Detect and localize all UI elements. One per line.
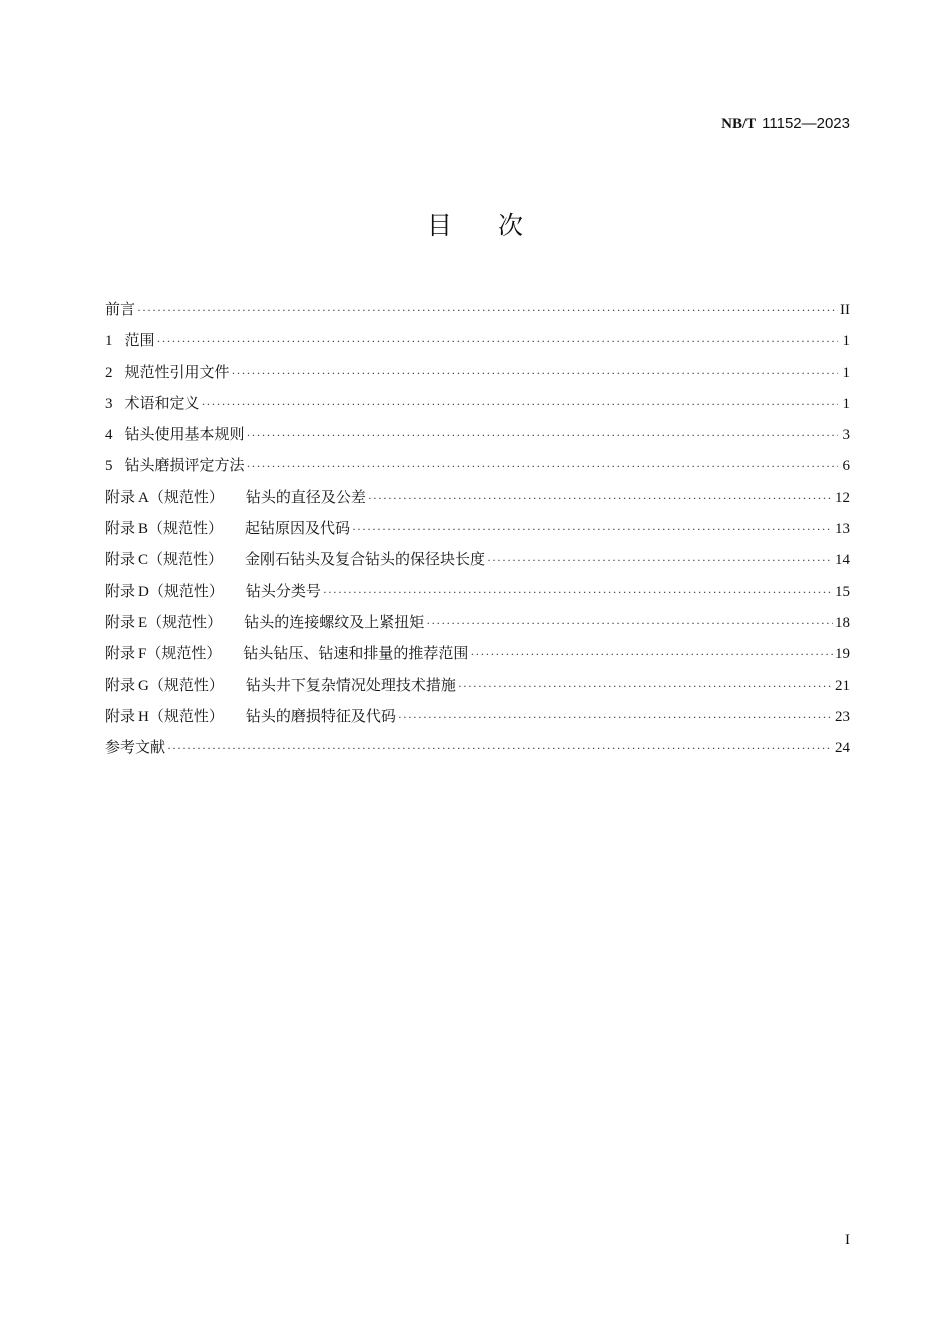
appendix-letter: C（规范性） (138, 552, 224, 569)
toc-entry-page: 6 (842, 458, 850, 475)
toc-entry[interactable] (105, 482, 850, 513)
toc-entry-title: 钻头使用基本规则 (124, 425, 245, 444)
appendix-word: 附录 (105, 706, 136, 725)
toc-entry-title: 钻头的磨损特征及代码 (245, 706, 396, 725)
toc-entry-appendix-label (105, 576, 224, 608)
toc-entry[interactable] (105, 576, 850, 607)
appendix-letter: D（规范性） (138, 583, 224, 600)
standard-prefix: NB/T (721, 116, 757, 132)
toc-entry[interactable] (105, 732, 850, 763)
appendix-letter: A（规范性） (138, 489, 224, 506)
toc-leader-dots (426, 608, 833, 639)
standard-code (721, 114, 850, 133)
toc-leader-dots (232, 358, 838, 389)
toc-leader-dots (247, 420, 838, 451)
toc-entry-appendix-label (105, 482, 224, 514)
toc-entry-number: 2 (105, 364, 113, 381)
toc-entry[interactable] (105, 544, 850, 575)
toc-list (105, 294, 850, 763)
appendix-letter: B（规范性） (138, 521, 224, 538)
toc-entry-appendix-label (105, 513, 223, 545)
appendix-word: 附录 (105, 550, 136, 569)
toc-entry[interactable] (105, 513, 850, 544)
toc-entry[interactable] (105, 388, 850, 419)
toc-entry-appendix-label (105, 670, 224, 702)
toc-entry-page: 19 (835, 646, 850, 663)
toc-entry-title: 钻头的连接螺纹及上紧扭矩 (244, 612, 425, 631)
toc-entry-page: 1 (842, 333, 850, 350)
toc-entry-page: 12 (835, 489, 850, 506)
toc-entry-number: 5 (105, 458, 113, 475)
toc-leader-dots (247, 451, 838, 482)
appendix-word: 附录 (105, 612, 136, 631)
toc-entry-page: 1 (842, 364, 850, 381)
toc-leader-dots (398, 702, 833, 733)
toc-entry-page: 18 (835, 614, 850, 631)
toc-entry[interactable] (105, 638, 850, 669)
toc-entry-number: 4 (105, 427, 113, 444)
toc-entry-page: 14 (835, 552, 850, 569)
toc-entry-title: 钻头钻压、钻速和排量的推荐范围 (243, 644, 469, 663)
toc-entry-title: 钻头分类号 (245, 581, 321, 600)
toc-entry[interactable] (105, 450, 850, 481)
toc-title: 目次 (426, 211, 569, 240)
toc-leader-dots (368, 483, 833, 514)
toc-leader-dots (352, 514, 833, 545)
appendix-letter: H（规范性） (138, 708, 224, 725)
toc-entry-title: 钻头的直径及公差 (245, 487, 366, 506)
appendix-letter: F（规范性） (138, 646, 222, 663)
toc-entry-title: 规范性引用文件 (124, 362, 230, 381)
page-number: I (845, 1232, 850, 1248)
toc-entry-number: 1 (105, 333, 113, 350)
appendix-word: 附录 (105, 487, 136, 506)
toc-entry[interactable] (105, 325, 850, 356)
toc-entry-page: 24 (835, 740, 850, 757)
toc-leader-dots (470, 639, 833, 670)
toc-leader-dots (323, 577, 833, 608)
toc-leader-dots (167, 733, 833, 764)
toc-entry[interactable] (105, 670, 850, 701)
appendix-letter: G（规范性） (138, 677, 224, 694)
toc-leader-dots (137, 295, 838, 326)
toc-entry-appendix-label (105, 701, 224, 733)
toc-entry[interactable] (105, 607, 850, 638)
appendix-letter: E（规范性） (138, 614, 223, 631)
toc-leader-dots (202, 389, 838, 420)
toc-entry-title: 参考文献 (105, 738, 166, 757)
toc-entry-title: 钻头磨损评定方法 (124, 456, 245, 475)
toc-entry-page: 3 (842, 427, 850, 444)
toc-entry-page: 21 (835, 677, 850, 694)
toc-entry-number: 3 (105, 395, 113, 412)
toc-entry-title: 范围 (124, 331, 155, 350)
toc-entry-appendix-label (105, 544, 223, 576)
toc-leader-dots (487, 545, 833, 576)
appendix-word: 附录 (105, 519, 136, 538)
toc-entry[interactable] (105, 701, 850, 732)
toc-entry-title: 起钻原因及代码 (245, 519, 351, 538)
appendix-word: 附录 (105, 581, 136, 600)
toc-entry-page: 1 (842, 395, 850, 412)
toc-entry-page: II (840, 302, 850, 318)
toc-entry-title: 术语和定义 (124, 393, 200, 412)
toc-entry[interactable] (105, 357, 850, 388)
toc-entry-title: 前言 (105, 300, 136, 318)
toc-entry-page: 15 (835, 583, 850, 600)
appendix-word: 附录 (105, 675, 136, 694)
toc-entry-title: 钻头井下复杂情况处理技术措施 (245, 675, 456, 694)
toc-leader-dots (157, 326, 838, 357)
toc-entry-title: 金刚石钻头及复合钻头的保径块长度 (245, 550, 486, 569)
toc-entry-appendix-label (105, 607, 222, 639)
standard-number: 11152—2023 (762, 115, 850, 132)
appendix-word: 附录 (105, 644, 136, 663)
toc-entry-page: 23 (835, 708, 850, 725)
toc-entry[interactable] (105, 294, 850, 325)
toc-entry-page: 13 (835, 521, 850, 538)
toc-entry[interactable] (105, 419, 850, 450)
toc-entry-appendix-label (105, 638, 221, 670)
toc-leader-dots (458, 671, 833, 702)
